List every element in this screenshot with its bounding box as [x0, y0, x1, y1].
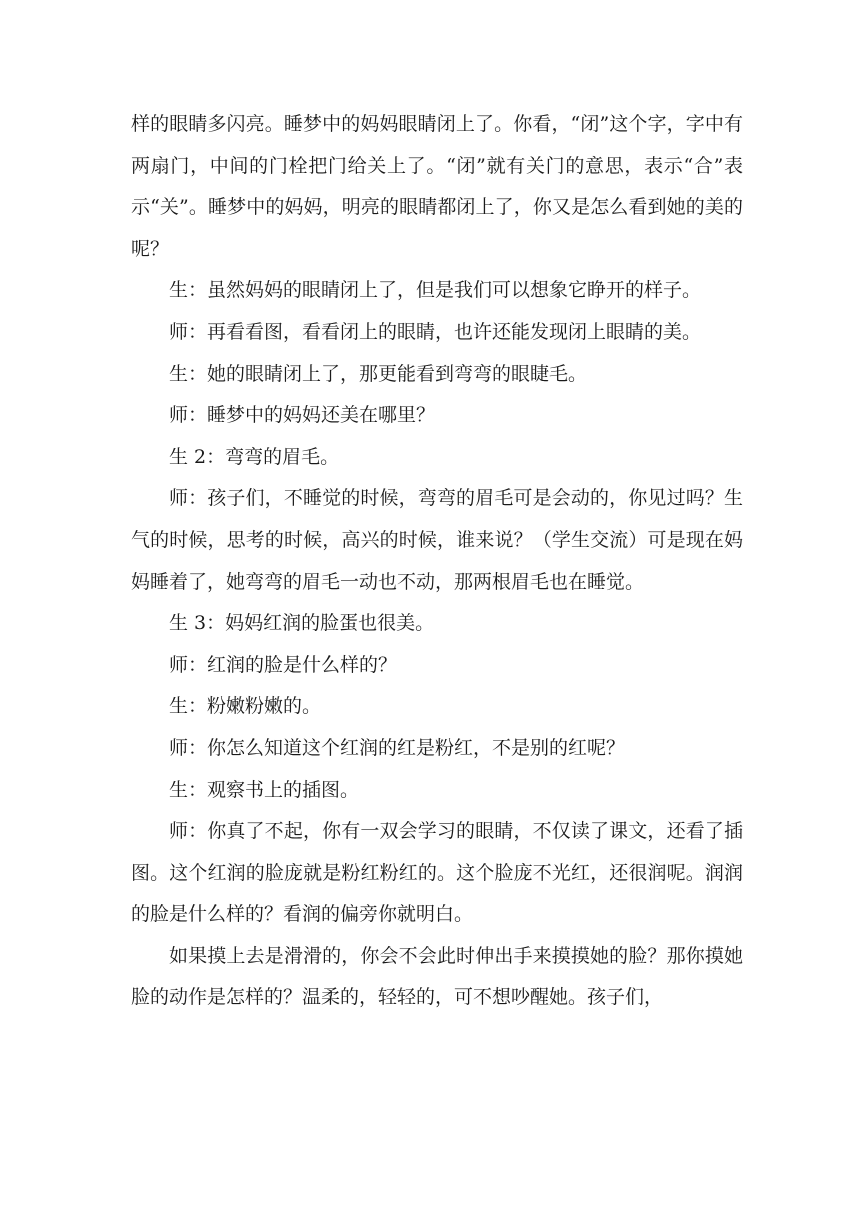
paragraph: 生：粉嫩粉嫩的。	[169, 695, 322, 718]
paragraph: 师：你真了不起，你有一双会学习的眼睛，不仅读了课文，还看了插图。这个红润的脸庞就是粉红粉红的。这个脸庞不光红，还很润呢。润润的脸是什么样的？看润的偏旁你就明白。	[131, 820, 743, 926]
paragraph: 样的眼睛多闪亮。睡梦中的妈妈眼睛闭上了。你看，“闭”这个字，字中有两扇门，中间的门栓把门给关上了。“闭”就有关门的意思，表示“合”表示“关”。睡梦中的妈妈，明亮的眼睛都闭上了，你又是怎么看到她的美的呢？	[131, 113, 743, 260]
paragraph: 如果摸上去是滑滑的，你会不会此时伸出手来摸摸她的脸？那你摸她脸的动作是怎样的？温柔的，轻轻的，可不想吵醒她。孩子们，	[131, 944, 743, 1009]
paragraph: 生：她的眼睛闭上了，那更能看到弯弯的眼睫毛。	[169, 362, 588, 385]
paragraph: 生：虽然妈妈的眼睛闭上了，但是我们可以想象它睁开的样子。	[169, 279, 702, 302]
document-body	[131, 104, 743, 1019]
paragraph: 师：红润的脸是什么样的？	[169, 653, 398, 676]
paragraph: 师：睡梦中的妈妈还美在哪里？	[169, 404, 436, 427]
paragraph: 师：再看看图，看看闭上的眼睛，也许还能发现闭上眼睛的美。	[169, 320, 702, 343]
paragraph: 生 2：弯弯的眉毛。	[169, 445, 340, 468]
paragraph: 生 3：妈妈红润的脸蛋也很美。	[169, 612, 435, 635]
paragraph: 生：观察书上的插图。	[169, 778, 360, 801]
paragraph: 师：孩子们，不睡觉的时候，弯弯的眉毛可是会动的，你见过吗？生气的时候，思考的时候，高兴的时候，谁来说？（学生交流）可是现在妈妈睡着了，她弯弯的眉毛一动也不动，那两根眉毛也在睡觉。	[131, 487, 743, 593]
paragraph: 师：你怎么知道这个红润的红是粉红，不是别的红呢？	[169, 736, 626, 759]
